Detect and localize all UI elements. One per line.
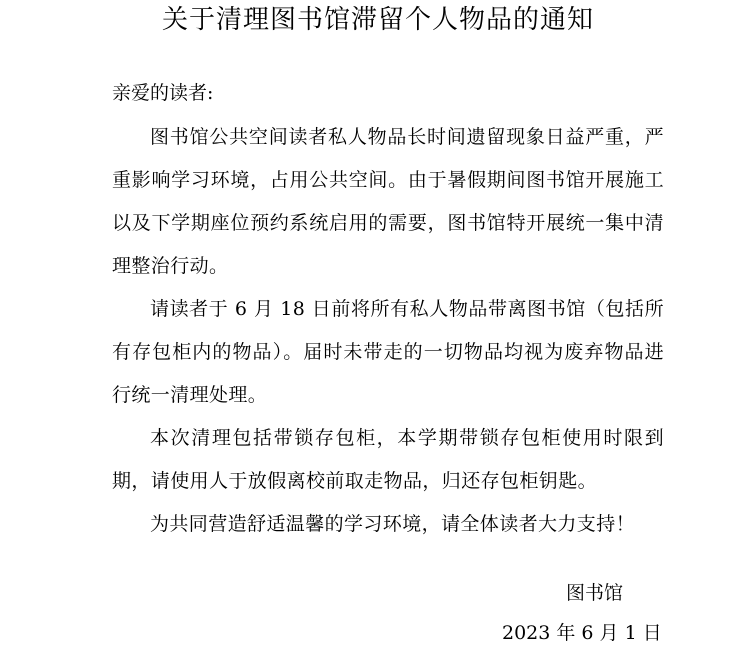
notice-body — [112, 116, 664, 546]
paragraph-cleanup-reason: 图书馆公共空间读者私人物品长时间遗留现象日益严重，严重影响学习环境，占用公共空间。由于暑假期间图书馆开展施工以及下学期座位预约系统启用的需要，图书馆特开展统一集中清理整治行动。 — [112, 126, 664, 277]
signature-organization: 图书馆 — [566, 582, 624, 604]
salutation: 亲爱的读者: — [112, 82, 214, 104]
signature-date: 2023 年 6 月 1 日 — [502, 622, 662, 644]
paragraph-lockers: 本次清理包括带锁存包柜，本学期带锁存包柜使用时限到期，请使用人于放假离校前取走物品，归还存包柜钥匙。 — [112, 427, 664, 492]
paragraph-deadline: 请读者于 6 月 18 日前将所有私人物品带离图书馆（包括所有存包柜内的物品）。届时未带走的一切物品均视为废弃物品进行统一清理处理。 — [112, 298, 664, 406]
paragraph-support: 为共同营造舒适温馨的学习环境，请全体读者大力支持！ — [150, 513, 636, 535]
notice-title: 关于清理图书馆滞留个人物品的通知 — [161, 5, 594, 35]
